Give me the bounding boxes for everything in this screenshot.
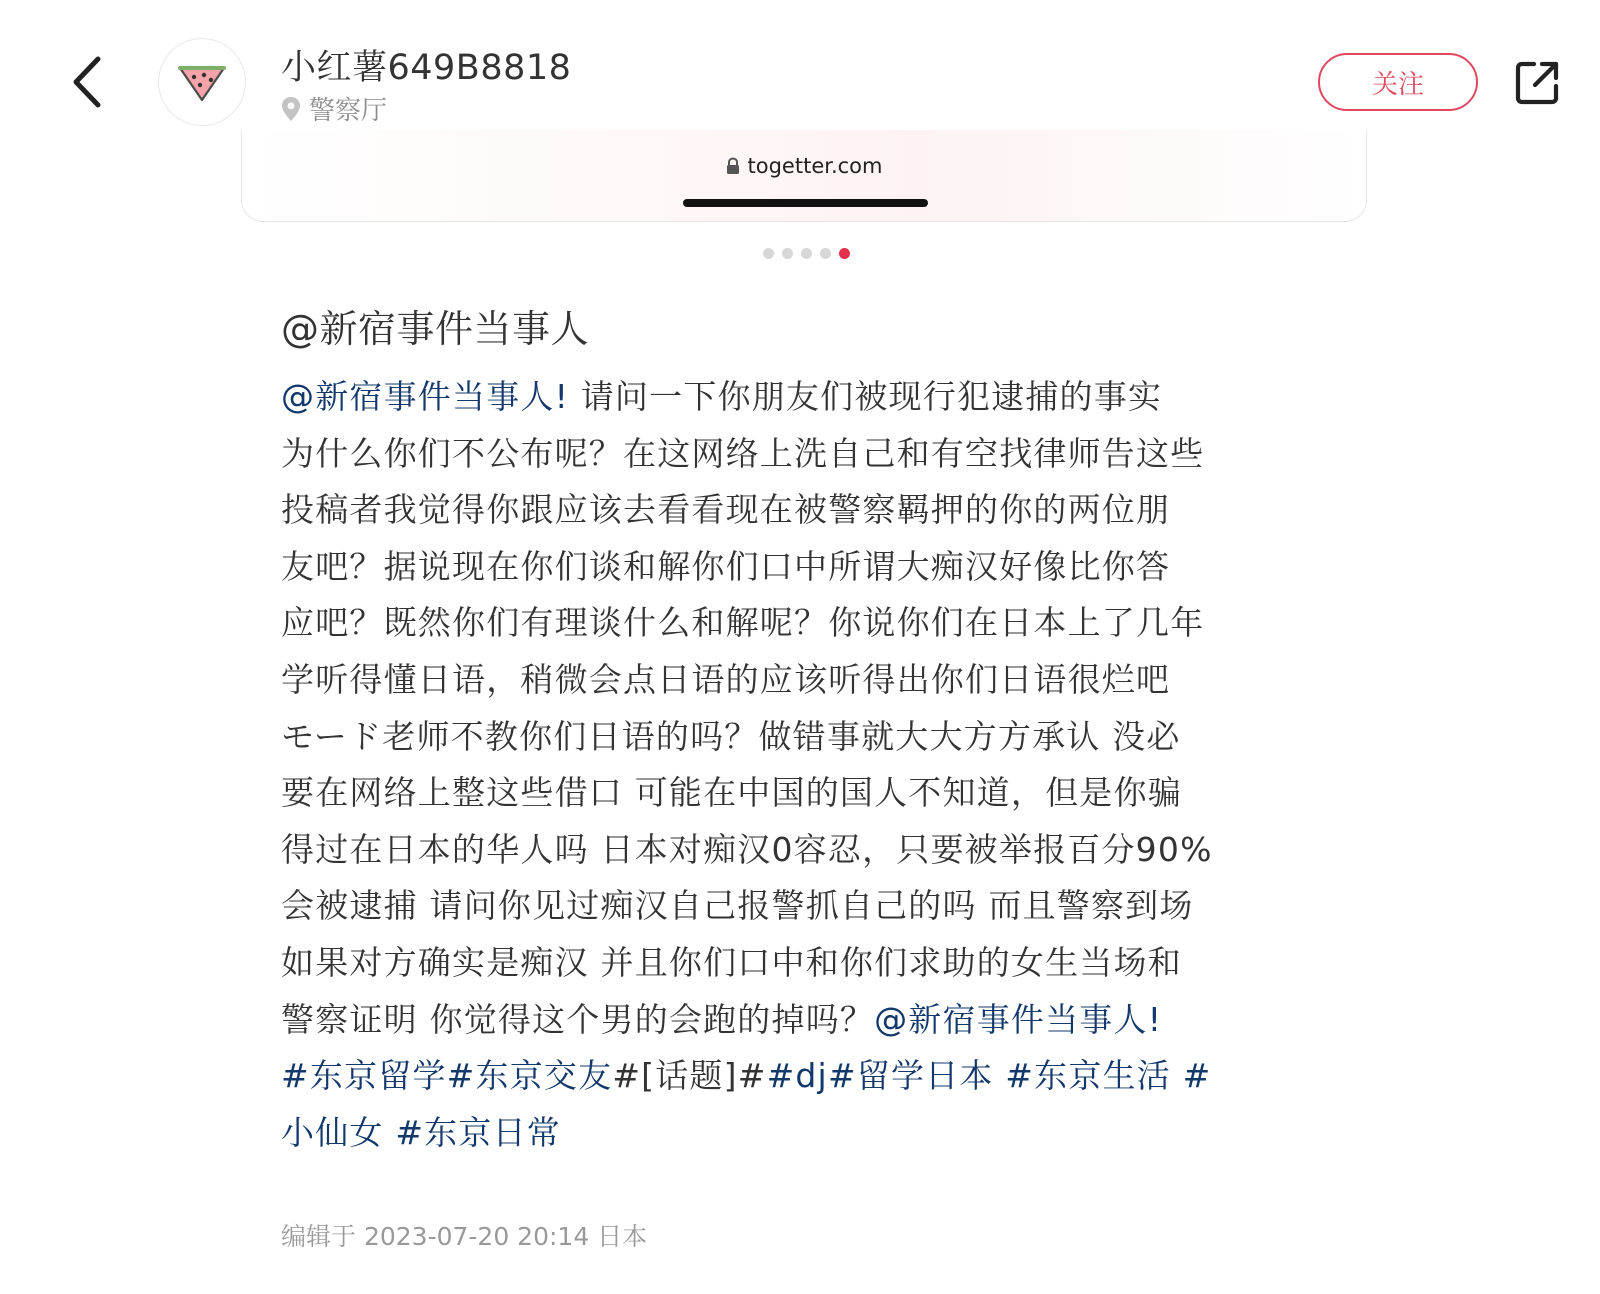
post-edited-time: 编辑于 2023-07-20 20:14 日本 — [281, 1222, 648, 1251]
follow-button[interactable]: 关注 — [1318, 53, 1478, 111]
post-text: #[话题]# — [612, 1056, 767, 1096]
post-text — [994, 1056, 1006, 1095]
hashtag-link[interactable]: # — [1170, 1056, 1212, 1096]
home-indicator — [683, 199, 928, 207]
post-body-line — [281, 595, 1341, 652]
back-button[interactable] — [62, 52, 112, 112]
carousel-dot[interactable] — [782, 248, 793, 259]
post-body-line — [281, 369, 1341, 426]
post-body-line — [281, 482, 1341, 539]
post-image[interactable] — [241, 130, 1367, 222]
post-body-line — [281, 992, 1341, 1049]
location-text: 警察厅 — [309, 96, 388, 126]
username[interactable]: 小红薯649B8818 — [281, 48, 572, 88]
location — [281, 90, 387, 127]
post-text: 友吧？据说现在你们谈和解你们口中所谓大痴汉好像比你答 — [281, 546, 1171, 586]
post-body-line — [281, 822, 1341, 879]
hashtag-link[interactable]: 小仙女 — [281, 1112, 384, 1152]
post-text: 为什么你们不公布呢？在这网络上洗自己和有空找律师告这些 — [281, 433, 1205, 473]
post-text: 投稿者我觉得你跟应该去看看现在被警察羁押的你的两位朋 — [281, 490, 1171, 530]
url-bar — [242, 154, 1366, 178]
watermelon-icon — [177, 60, 227, 104]
post-body-line — [281, 652, 1341, 709]
carousel-dot[interactable] — [763, 248, 774, 259]
post-text: 学听得懂日语，稍微会点日语的应该听得出你们日语很烂吧 — [281, 659, 1171, 699]
share-button[interactable] — [1512, 58, 1562, 108]
hashtag-link[interactable]: #东京留学 — [281, 1056, 447, 1096]
post-text — [384, 1113, 396, 1152]
post-text: 如果对方确实是痴汉 并且你们口中和你们求助的女生当场和 — [281, 942, 1182, 982]
carousel-dot[interactable] — [801, 248, 812, 259]
post-text: 请问一下你朋友们被现行犯逮捕的事实 — [569, 377, 1163, 416]
carousel-dot[interactable] — [820, 248, 831, 259]
post-body-line — [281, 426, 1341, 483]
post-text: モード老师不教你们日语的吗？做错事就大大方方承认 没必 — [281, 716, 1181, 756]
post-body-line — [281, 539, 1341, 596]
post-body-line — [281, 765, 1341, 822]
location-pin-icon — [281, 96, 301, 122]
post-text: 要在网络上整这些借口 可能在中国的国人不知道，但是你骗 — [281, 773, 1182, 813]
hashtag-link[interactable]: #东京交友 — [446, 1056, 613, 1096]
hashtag-link[interactable]: #dj — [766, 1056, 828, 1096]
mention-link[interactable]: @新宿事件当事人! — [874, 999, 1163, 1039]
mention-link[interactable]: @新宿事件当事人! — [281, 377, 570, 416]
post-body-line — [281, 709, 1341, 766]
post-text: 得过在日本的华人吗 日本对痴汉0容忍，只要被举报百分90% — [281, 829, 1213, 869]
carousel-dot-active[interactable] — [839, 248, 850, 259]
post-text: 会被逮捕 请问你见过痴汉自己报警抓自己的吗 而且警察到场 — [281, 886, 1194, 926]
avatar[interactable] — [158, 38, 246, 126]
post-text: 应吧？既然你们有理谈什么和解呢？你说你们在日本上了几年 — [281, 603, 1205, 643]
chevron-left-icon — [70, 55, 104, 109]
post-text: 警察证明 你觉得这个男的会跑的掉吗？ — [281, 999, 875, 1039]
carousel-dots — [763, 248, 850, 259]
post-body — [281, 369, 1341, 1161]
share-icon — [1512, 58, 1562, 108]
hashtag-link[interactable]: #东京日常 — [395, 1112, 561, 1152]
post-body-line — [281, 878, 1341, 935]
post-body-line — [281, 1105, 1341, 1162]
post-title: @新宿事件当事人 — [281, 307, 590, 351]
lock-icon — [726, 157, 740, 175]
hashtag-link[interactable]: #东京生活 — [1005, 1056, 1171, 1096]
url-text: togetter.com — [747, 154, 883, 178]
post-body-line — [281, 935, 1341, 992]
hashtag-link[interactable]: #留学日本 — [827, 1056, 994, 1096]
post-body-line — [281, 1048, 1341, 1105]
